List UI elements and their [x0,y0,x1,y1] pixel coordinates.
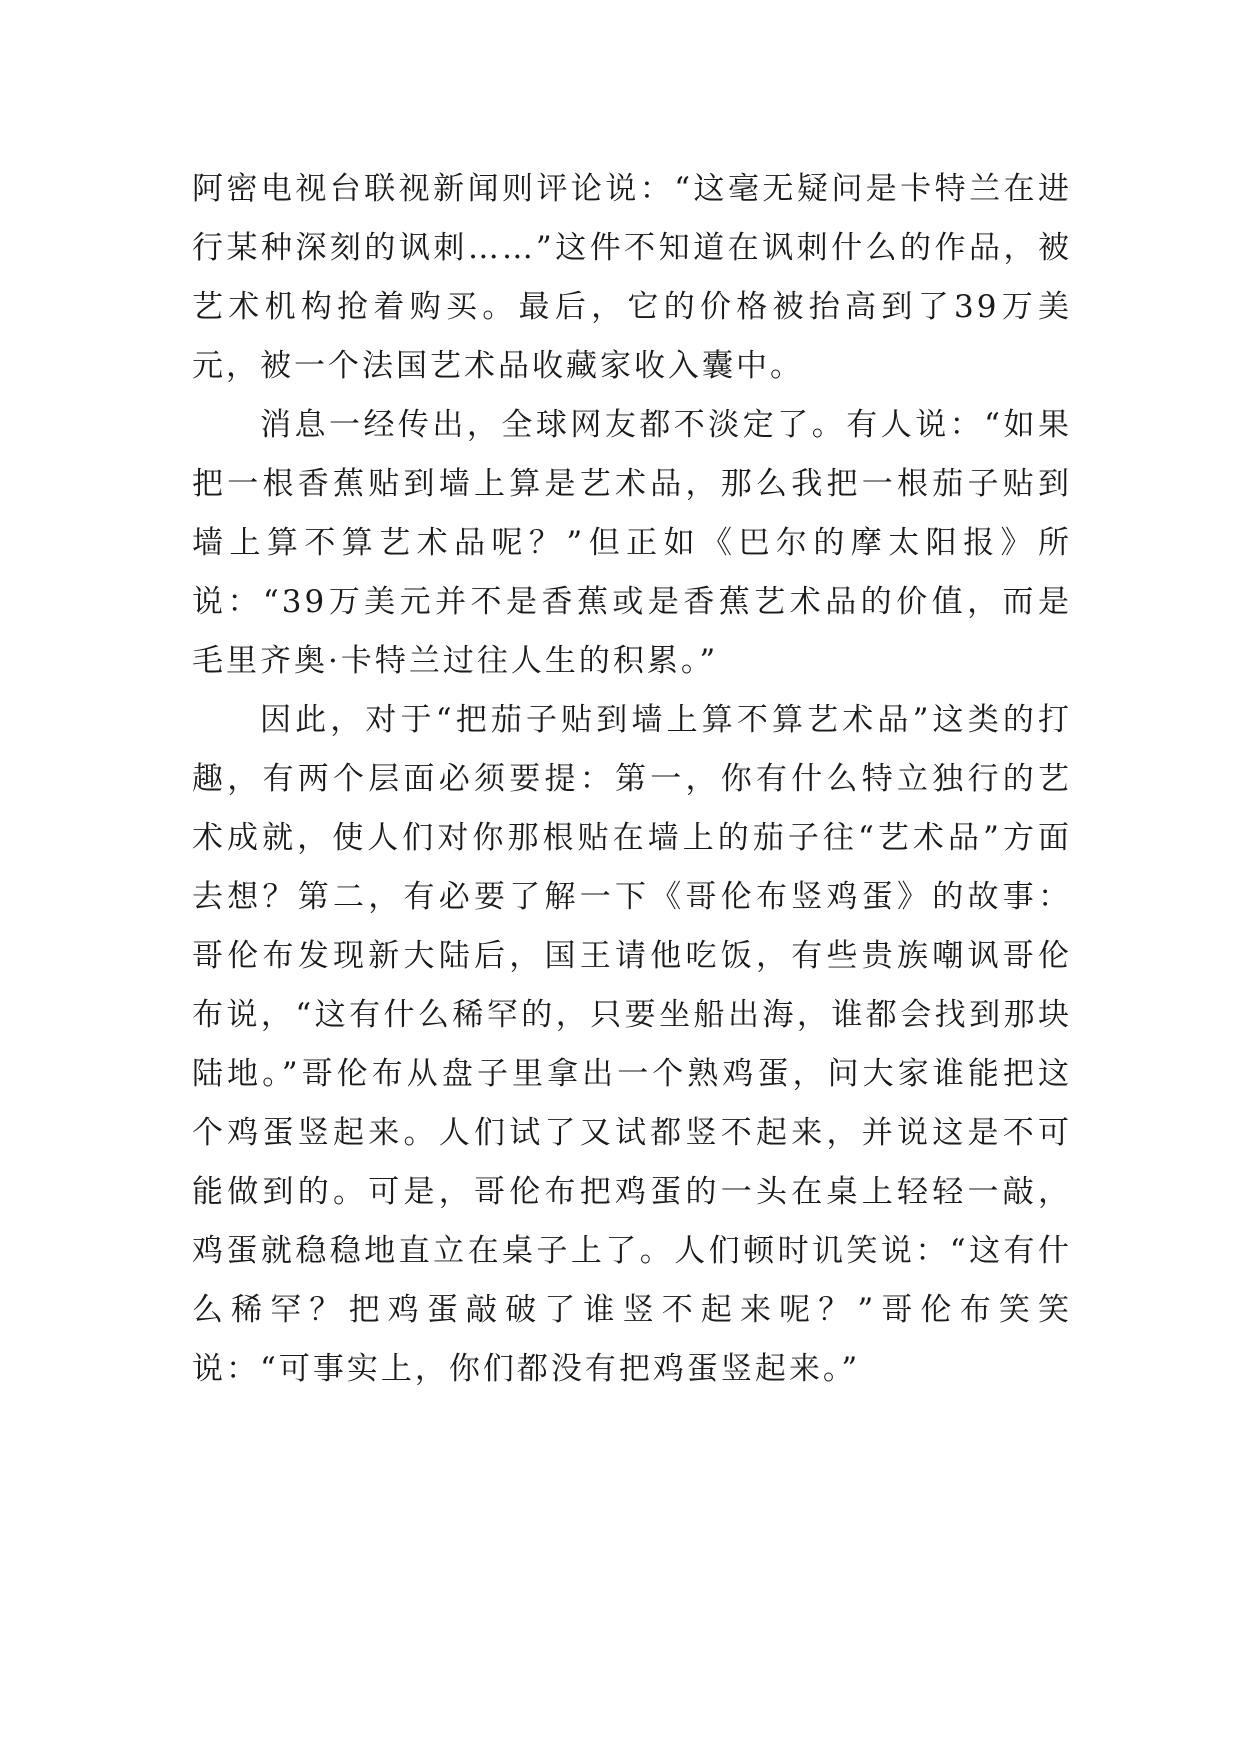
document-body [192,160,1072,1399]
paragraph-2: 消息一经传出，全球网友都不淡定了。有人说：“如果把一根香蕉贴到墙上算是艺术品，那么我把一根茄子贴到墙上算不算艺术品呢？”但正如《巴尔的摩太阳报》所说：“39万美元并不是香蕉或是香蕉艺术品的价值，而是毛里齐奥·卡特兰过往人生的积累。” [192,407,1072,679]
paragraph-3: 因此，对于“把茄子贴到墙上算不算艺术品”这类的打趣，有两个层面必须要提：第一，你有什么特立独行的艺术成就，使人们对你那根贴在墙上的茄子往“艺术品”方面去想？第二，有必要了解一下《哥伦布竖鸡蛋》的故事：哥伦布发现新大陆后，国王请他吃饭，有些贵族嘲讽哥伦布说，“这有什么稀罕的，只要坐船出海，谁都会找到那块陆地。”哥伦布从盘子里拿出一个熟鸡蛋，问大家谁能把这个鸡蛋竖起来。人们试了又试都竖不起来，并说这是不可能做到的。可是，哥伦布把鸡蛋的一头在桌上轻轻一敲，鸡蛋就稳稳地直立在桌子上了。人们顿时讥笑说：“这有什么稀罕？把鸡蛋敲破了谁竖不起来呢？”哥伦布笑笑说：“可事实上，你们都没有把鸡蛋竖起来。” [192,702,1072,1387]
paragraph-1: 阿密电视台联视新闻则评论说：“这毫无疑问是卡特兰在进行某种深刻的讽刺……”这件不知道在讽刺什么的作品，被艺术机构抢着购买。最后，它的价格被抬高到了39万美元，被一个法国艺术品收藏家收入囊中。 [192,171,1072,384]
